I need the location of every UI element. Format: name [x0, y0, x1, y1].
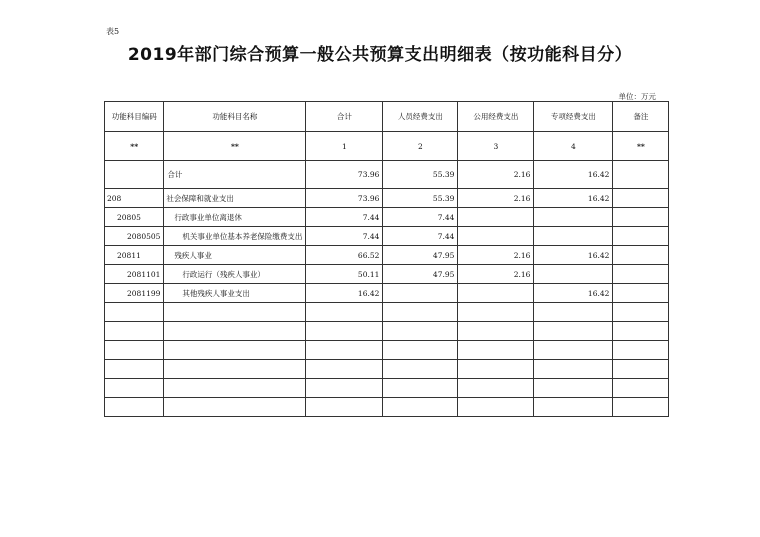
total-public: 2.16	[458, 161, 534, 189]
table-row	[105, 227, 669, 246]
empty-cell	[613, 341, 669, 360]
total-row	[105, 161, 669, 189]
row-name: 行政运行（残疾人事业）	[164, 265, 306, 284]
empty-cell	[105, 303, 164, 322]
header-row	[105, 102, 669, 132]
row-special: 16.42	[534, 246, 613, 265]
row-total: 73.96	[306, 189, 383, 208]
empty-cell	[534, 398, 613, 417]
empty-cell	[306, 360, 383, 379]
page-title: 2019年部门综合预算一般公共预算支出明细表（按功能科目分）	[127, 45, 633, 65]
empty-cell	[613, 379, 669, 398]
table-row	[105, 189, 669, 208]
empty-cell	[458, 303, 534, 322]
seq-total: 1	[306, 132, 383, 161]
empty-cell	[306, 398, 383, 417]
empty-cell	[383, 398, 458, 417]
empty-cell	[306, 379, 383, 398]
empty-cell	[534, 379, 613, 398]
empty-cell	[534, 322, 613, 341]
empty-cell	[613, 303, 669, 322]
seq-personnel: 2	[383, 132, 458, 161]
empty-cell	[306, 322, 383, 341]
row-name: 残疾人事业	[164, 246, 306, 265]
empty-row	[105, 360, 669, 379]
total-special: 16.42	[534, 161, 613, 189]
empty-cell	[383, 341, 458, 360]
row-code: 2080505	[105, 227, 164, 246]
row-total: 16.42	[306, 284, 383, 303]
row-public: 2.16	[458, 265, 534, 284]
row-total: 7.44	[306, 208, 383, 227]
empty-cell	[458, 379, 534, 398]
table-row	[105, 246, 669, 265]
empty-cell	[105, 360, 164, 379]
header-code: 功能科目编码	[105, 102, 164, 132]
row-code: 2081199	[105, 284, 164, 303]
row-special	[534, 227, 613, 246]
row-personnel: 47.95	[383, 246, 458, 265]
empty-cell	[164, 360, 306, 379]
table-row	[105, 265, 669, 284]
empty-cell	[105, 379, 164, 398]
empty-cell	[458, 341, 534, 360]
total-total: 73.96	[306, 161, 383, 189]
total-remark	[613, 161, 669, 189]
seq-name: **	[164, 132, 306, 161]
empty-cell	[383, 303, 458, 322]
row-personnel: 47.95	[383, 265, 458, 284]
row-name: 其他残疾人事业支出	[164, 284, 306, 303]
row-remark	[613, 246, 669, 265]
row-name: 行政事业单位离退休	[164, 208, 306, 227]
empty-row	[105, 398, 669, 417]
table-row	[105, 208, 669, 227]
header-special: 专项经费支出	[534, 102, 613, 132]
seq-code: **	[105, 132, 164, 161]
row-remark	[613, 189, 669, 208]
empty-cell	[164, 322, 306, 341]
row-total: 50.11	[306, 265, 383, 284]
empty-cell	[458, 360, 534, 379]
row-remark	[613, 227, 669, 246]
row-code: 20805	[105, 208, 164, 227]
row-special	[534, 208, 613, 227]
empty-cell	[164, 341, 306, 360]
seq-special: 4	[534, 132, 613, 161]
table-number: 表5	[106, 27, 120, 36]
header-public: 公用经费支出	[458, 102, 534, 132]
empty-row	[105, 341, 669, 360]
total-name: 合计	[164, 161, 306, 189]
row-remark	[613, 284, 669, 303]
empty-cell	[534, 303, 613, 322]
empty-cell	[613, 322, 669, 341]
header-total: 合计	[306, 102, 383, 132]
empty-cell	[383, 360, 458, 379]
row-name: 社会保障和就业支出	[164, 189, 306, 208]
unit-label: 单位：万元	[618, 92, 656, 101]
row-name: 机关事业单位基本养老保险缴费支出	[164, 227, 306, 246]
empty-cell	[164, 398, 306, 417]
row-total: 66.52	[306, 246, 383, 265]
seq-remark: **	[613, 132, 669, 161]
empty-row	[105, 303, 669, 322]
empty-cell	[383, 322, 458, 341]
budget-table	[104, 101, 669, 417]
empty-cell	[306, 341, 383, 360]
row-code: 2081101	[105, 265, 164, 284]
total-personnel: 55.39	[383, 161, 458, 189]
row-total: 7.44	[306, 227, 383, 246]
row-public	[458, 284, 534, 303]
empty-cell	[164, 379, 306, 398]
row-code: 208	[105, 189, 164, 208]
row-public: 2.16	[458, 246, 534, 265]
row-personnel: 55.39	[383, 189, 458, 208]
row-personnel: 7.44	[383, 208, 458, 227]
total-code	[105, 161, 164, 189]
empty-cell	[458, 322, 534, 341]
empty-row	[105, 322, 669, 341]
row-special	[534, 265, 613, 284]
table-row	[105, 284, 669, 303]
row-special: 16.42	[534, 189, 613, 208]
header-personnel: 人员经费支出	[383, 102, 458, 132]
row-public: 2.16	[458, 189, 534, 208]
row-public	[458, 208, 534, 227]
header-name: 功能科目名称	[164, 102, 306, 132]
row-personnel: 7.44	[383, 227, 458, 246]
row-remark	[613, 208, 669, 227]
empty-cell	[534, 360, 613, 379]
empty-cell	[105, 341, 164, 360]
empty-cell	[383, 379, 458, 398]
empty-cell	[458, 398, 534, 417]
empty-cell	[613, 360, 669, 379]
empty-cell	[105, 322, 164, 341]
row-remark	[613, 265, 669, 284]
seq-public: 3	[458, 132, 534, 161]
header-remark: 备注	[613, 102, 669, 132]
empty-cell	[613, 398, 669, 417]
empty-row	[105, 379, 669, 398]
empty-cell	[164, 303, 306, 322]
empty-cell	[105, 398, 164, 417]
row-personnel	[383, 284, 458, 303]
row-code: 20811	[105, 246, 164, 265]
row-public	[458, 227, 534, 246]
sequence-row	[105, 132, 669, 161]
empty-cell	[534, 341, 613, 360]
row-special: 16.42	[534, 284, 613, 303]
empty-cell	[306, 303, 383, 322]
